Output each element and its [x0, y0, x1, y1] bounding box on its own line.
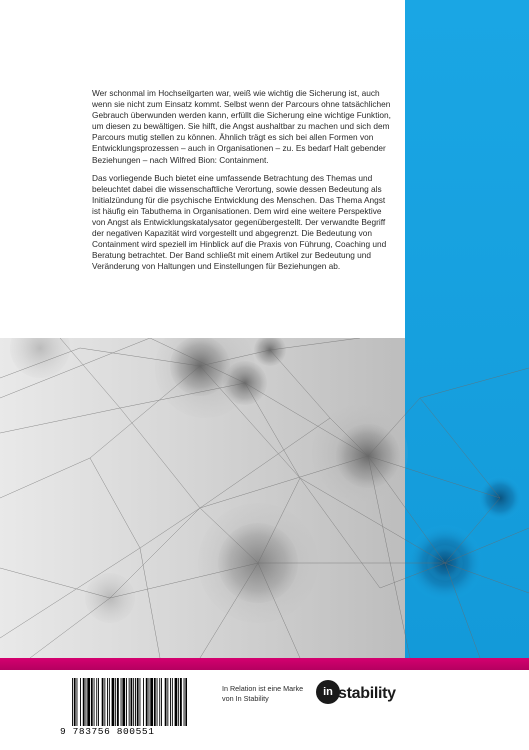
blurb-paragraph-1: Wer schonmal im Hochseilgarten war, weiß wie wichtig die Sicherung ist, auch wenn sie nicht zum Einsatz kommt. Selbst wenn der Parcours ohne tatsächlichen Gebrauch überwunden werden kann, erfüllt die Sicherung eine wichtige Funktion, um diesen zu bewältigen. Sie hilft, die Angst aushaltbar zu machen und sich dem Parcours mutig stellen zu können. Ähnlich trägt es sich bei allen Formen von Entwicklungsprozessen – auch in Organisationen – zu. Es bedarf Halt gebender Beziehungen – nach Wilfred Bion: Containment. [92, 88, 391, 165]
isbn-barcode [60, 678, 190, 740]
blurb-paragraph-2: Das vorliegende Buch bietet eine umfassende Betrachtung des Themas und beleuchtet dabei die wissenschaftliche Verortung, sowie dessen Bedeutung als Initialzündung für die psychische Entwicklung des Menschen. Das Thema Angst ist häufig ein Tabuthema in Organisationen. Dem wird eine weitere Perspektive von Angst als Entwicklungskatalysator gegenübergestellt. Der verwandte Begriff der negativen Kapazität wird vorgestellt und abgegrenzt. Die Bedeutung von Containment wird speziell im Hinblick auf die Praxis von Führung, Coaching und Beratung betrachtet. Der Band schließt mit einem Artikel zur Bedeutung und Veränderung von Haltungen und Einstellungen für Beziehungen ab. [92, 172, 387, 272]
barcode-bars [72, 678, 187, 726]
logo-word: stability [338, 685, 396, 702]
instability-logo [316, 680, 396, 710]
isbn-digits: 9 783756 800551 [60, 726, 155, 737]
publisher-brand-note: In Relation ist eine Marke von In Stability [222, 684, 304, 703]
blurb-text [92, 88, 392, 280]
logo-in-circle: in [316, 680, 340, 704]
magenta-strip [0, 658, 529, 670]
network-artwork [0, 338, 529, 658]
